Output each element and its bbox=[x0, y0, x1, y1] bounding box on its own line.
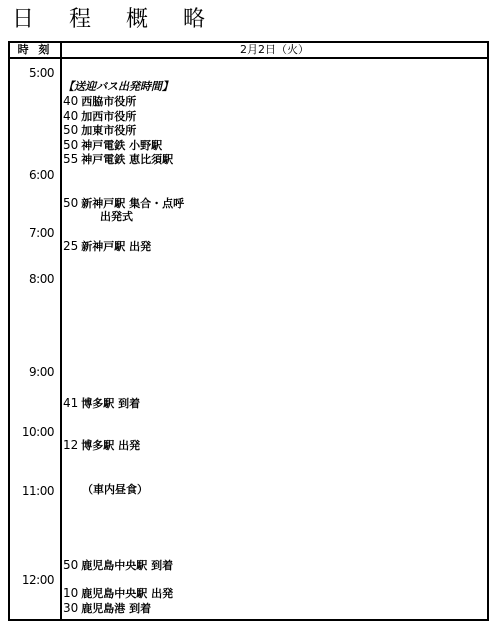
schedule-entry: 55 神戸電鉄 恵比須駅 bbox=[63, 152, 174, 166]
schedule-entry: 40 西脇市役所 bbox=[63, 94, 137, 108]
schedule-entry: 25 新神戸駅 出発 bbox=[63, 239, 152, 253]
schedule-entry-continuation: 出発式 bbox=[100, 210, 133, 223]
hour-label: 10:00 bbox=[21, 425, 54, 439]
hour-label: 5:00 bbox=[29, 66, 54, 80]
schedule-entry: 50 新神戸駅 集合・点呼 bbox=[63, 196, 185, 210]
hour-label: 11:00 bbox=[21, 484, 54, 498]
time-column-header: 時 刻 bbox=[17, 43, 53, 56]
schedule-entry: 12 博多駅 出発 bbox=[63, 438, 141, 452]
hour-label: 9:00 bbox=[29, 365, 54, 379]
schedule-note: 【送迎バス出発時間】 bbox=[63, 80, 173, 93]
schedule-entry: 50 加東市役所 bbox=[63, 123, 137, 137]
hour-label: 7:00 bbox=[29, 226, 54, 240]
schedule-table bbox=[8, 41, 489, 621]
date-column-header: 2月2日（火） bbox=[240, 43, 309, 56]
hour-label: 8:00 bbox=[29, 272, 54, 286]
schedule-entry: 50 神戸電鉄 小野駅 bbox=[63, 138, 163, 152]
schedule-entry: 10 鹿児島中央駅 出発 bbox=[63, 586, 174, 600]
table-header bbox=[10, 43, 487, 59]
schedule-entry: 41 博多駅 到着 bbox=[63, 396, 141, 410]
schedule-entry: 40 加西市役所 bbox=[63, 109, 137, 123]
schedule-entry: 50 鹿児島中央駅 到着 bbox=[63, 558, 174, 572]
page-title: 日 程 概 略 bbox=[12, 7, 219, 32]
hour-label: 12:00 bbox=[21, 573, 54, 587]
column-divider bbox=[60, 43, 62, 619]
hour-label: 6:00 bbox=[29, 168, 54, 182]
schedule-note: （車内昼食） bbox=[82, 483, 148, 496]
schedule-entry: 30 鹿児島港 到着 bbox=[63, 601, 152, 615]
